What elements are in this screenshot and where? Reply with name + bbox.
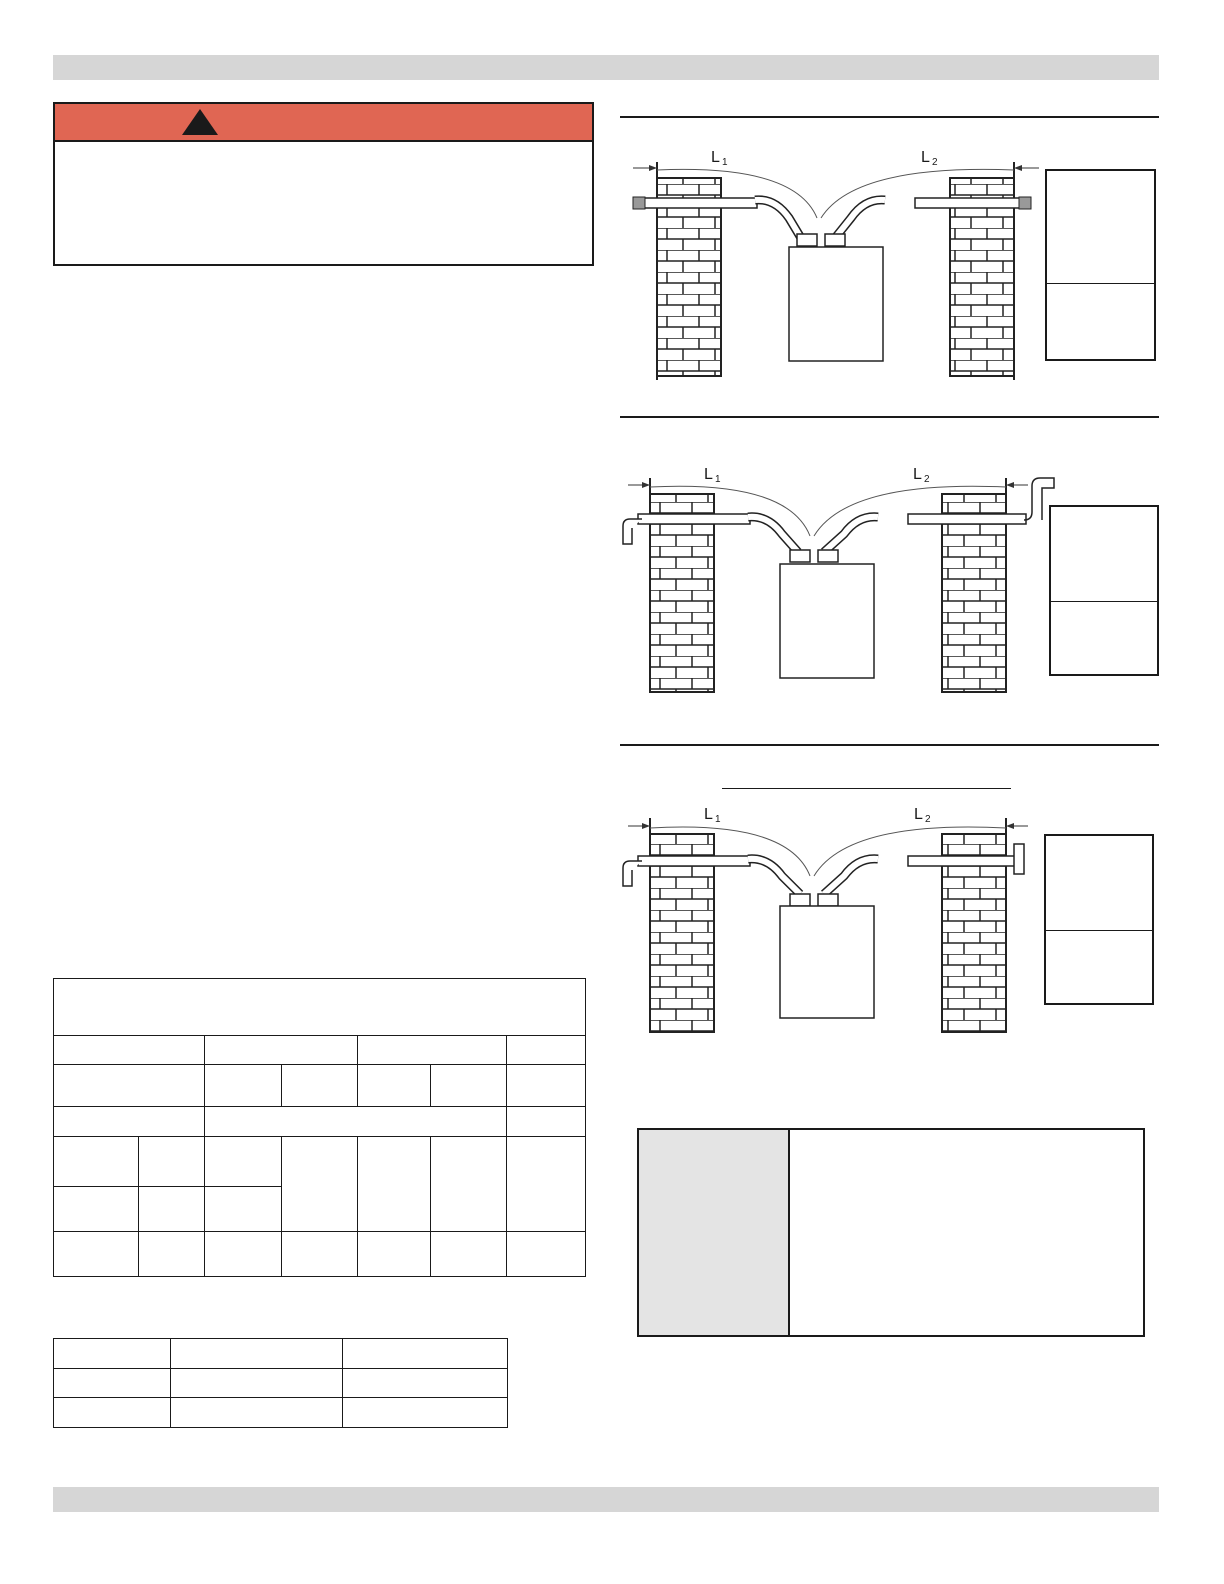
label-l1 <box>704 806 721 825</box>
svg-text:2: 2 <box>932 157 938 168</box>
svg-text:L: L <box>704 466 713 483</box>
note-label-panel <box>639 1130 790 1335</box>
section-rule-3 <box>620 744 1159 746</box>
table-cell <box>170 1339 343 1369</box>
table-cell <box>170 1369 343 1398</box>
table-cell <box>54 1339 171 1369</box>
svg-text:L: L <box>711 149 720 166</box>
table-cell <box>281 1137 358 1232</box>
svg-text:2: 2 <box>924 474 930 485</box>
table-cell <box>431 1065 507 1107</box>
table-cell <box>204 1187 281 1232</box>
vent-length-table <box>53 978 586 1277</box>
table-cell <box>138 1187 204 1232</box>
footer-band <box>53 1487 1159 1512</box>
table-cell <box>204 1232 281 1277</box>
table-cell <box>281 1232 358 1277</box>
table-cell <box>54 1137 139 1187</box>
warning-box <box>53 102 594 266</box>
table-cell <box>204 1065 281 1107</box>
table-cell <box>431 1232 507 1277</box>
table-cell <box>358 1036 507 1065</box>
table-cell <box>431 1137 507 1232</box>
svg-text:L: L <box>704 806 713 823</box>
table-cell <box>204 1107 506 1137</box>
svg-text:L: L <box>921 149 930 166</box>
diagram-1-legend-box <box>1045 169 1156 361</box>
table-cell <box>204 1036 358 1065</box>
table-cell <box>138 1137 204 1187</box>
table-cell <box>281 1065 358 1107</box>
table-cell <box>54 1107 205 1137</box>
note-body <box>790 1130 1143 1335</box>
table-cell <box>54 1369 171 1398</box>
table-cell <box>507 1107 586 1137</box>
table-cell <box>54 1398 171 1428</box>
table-cell <box>54 1065 205 1107</box>
svg-text:2: 2 <box>925 814 931 825</box>
table-cell <box>507 1065 586 1107</box>
svg-text:1: 1 <box>715 474 721 485</box>
vent-diagram-2 <box>618 458 1058 698</box>
diagram-3-legend-box <box>1044 834 1154 1005</box>
table-cell <box>507 1137 586 1232</box>
section-rule-2 <box>620 416 1159 418</box>
label-l2 <box>921 149 938 168</box>
warning-triangle-icon <box>182 109 218 135</box>
table-cell <box>54 1232 139 1277</box>
table-cell <box>343 1398 508 1428</box>
table-title-cell <box>54 979 586 1036</box>
table-cell <box>54 1187 139 1232</box>
small-table <box>53 1338 508 1428</box>
table-cell <box>54 1036 205 1065</box>
warning-header <box>55 104 592 142</box>
table-cell <box>358 1232 431 1277</box>
label-l1 <box>704 466 721 485</box>
table-cell <box>204 1137 281 1187</box>
table-cell <box>343 1369 508 1398</box>
svg-text:1: 1 <box>722 157 728 168</box>
svg-text:L: L <box>913 466 922 483</box>
diagram-2-legend-box <box>1049 505 1159 676</box>
label-l1 <box>711 149 728 168</box>
section-rule-1 <box>620 116 1159 118</box>
table-cell <box>507 1036 586 1065</box>
figure-caption-rule <box>722 788 1011 789</box>
table-cell <box>507 1232 586 1277</box>
table-cell <box>343 1339 508 1369</box>
svg-text:L: L <box>914 806 923 823</box>
svg-text:1: 1 <box>715 814 721 825</box>
table-cell <box>358 1137 431 1232</box>
table-cell <box>138 1232 204 1277</box>
label-l2 <box>913 466 930 485</box>
label-l2 <box>914 806 931 825</box>
table-cell <box>170 1398 343 1428</box>
vent-diagram-1 <box>625 140 1045 380</box>
vent-diagram-3 <box>618 800 1058 1040</box>
table-cell <box>358 1065 431 1107</box>
header-band <box>53 55 1159 80</box>
note-box <box>637 1128 1145 1337</box>
